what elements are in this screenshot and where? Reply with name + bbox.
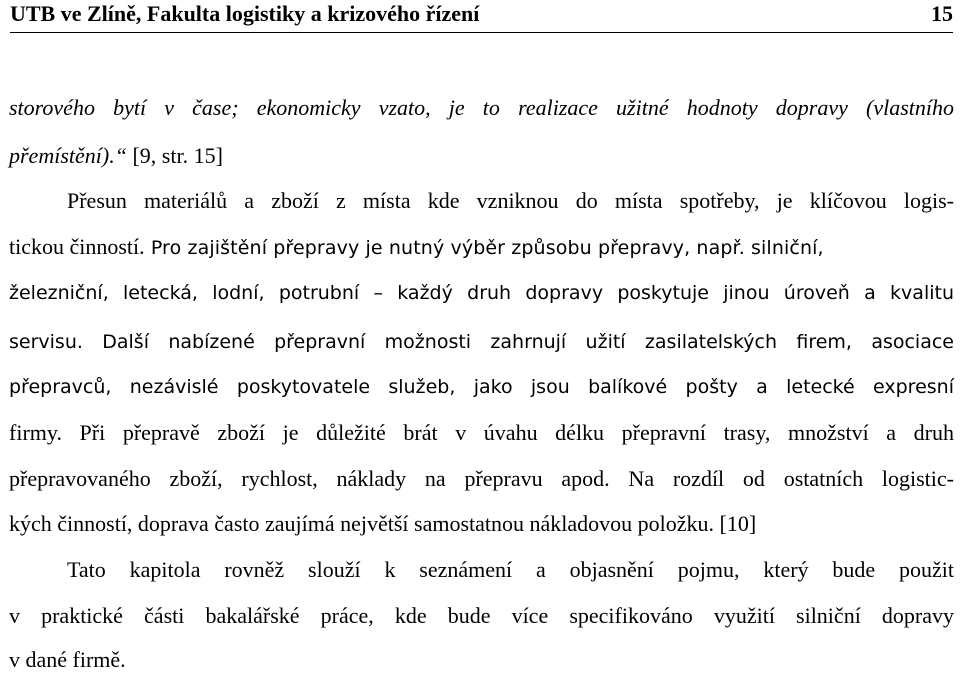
page-header xyxy=(10,2,953,33)
body-line-9: přepravovaného zboží, rychlost, náklady na přepravu apod. Na rozdíl od ostatních logistic- xyxy=(9,466,954,491)
body-line-12: v praktické části bakalářské práce, kde bude více specifikováno využití silniční dopravy xyxy=(9,603,954,628)
body-line-2-quote-end: přemístění).“ xyxy=(9,143,127,168)
header-title: UTB ve Zlíně, Fakulta logistiky a krizového řízení xyxy=(10,1,480,26)
body-line-4-serif: tickou činností. xyxy=(9,234,145,259)
body-line-11: Tato kapitola rovněž slouží k seznámení a objasnění pojmu, který bude použit xyxy=(67,557,954,582)
body-line-10: kých činností, doprava často zaujímá největší samostatnou nákladovou položku. [10] xyxy=(9,511,757,536)
body-line-3: Přesun materiálů a zboží z místa kde vzniknou do místa spotřeby, je klíčovou logis- xyxy=(67,188,954,213)
body-line-7: přepravců, nezávislé poskytovatele služeb, jako jsou balíkové pošty a letecké expresní xyxy=(9,376,954,398)
body-line-6: servisu. Další nabízené přepravní možnosti zahrnují užití zasilatelských firem, asociace xyxy=(9,331,954,353)
body-line-2 xyxy=(9,143,954,169)
page-number: 15 xyxy=(931,1,953,26)
body-line-8: firmy. Při přepravě zboží je důležité brát v úvahu délku přepravní trasy, množství a druh xyxy=(9,420,954,445)
body-line-5: železniční, letecká, lodní, potrubní – každý druh dopravy poskytuje jinou úroveň a kvalitu xyxy=(9,282,954,304)
body-line-4-sans: Pro zajištění přepravy je nutný výběr způsobu přepravy, např. silniční, xyxy=(144,237,824,259)
body-line-4 xyxy=(9,234,954,260)
body-line-1: storového bytí v čase; ekonomicky vzato, je to realizace užitné hodnoty dopravy (vlastního xyxy=(9,95,954,120)
body-line-13: v dané firmě. xyxy=(9,647,126,672)
body-line-2-citation: [9, str. 15] xyxy=(126,143,223,168)
